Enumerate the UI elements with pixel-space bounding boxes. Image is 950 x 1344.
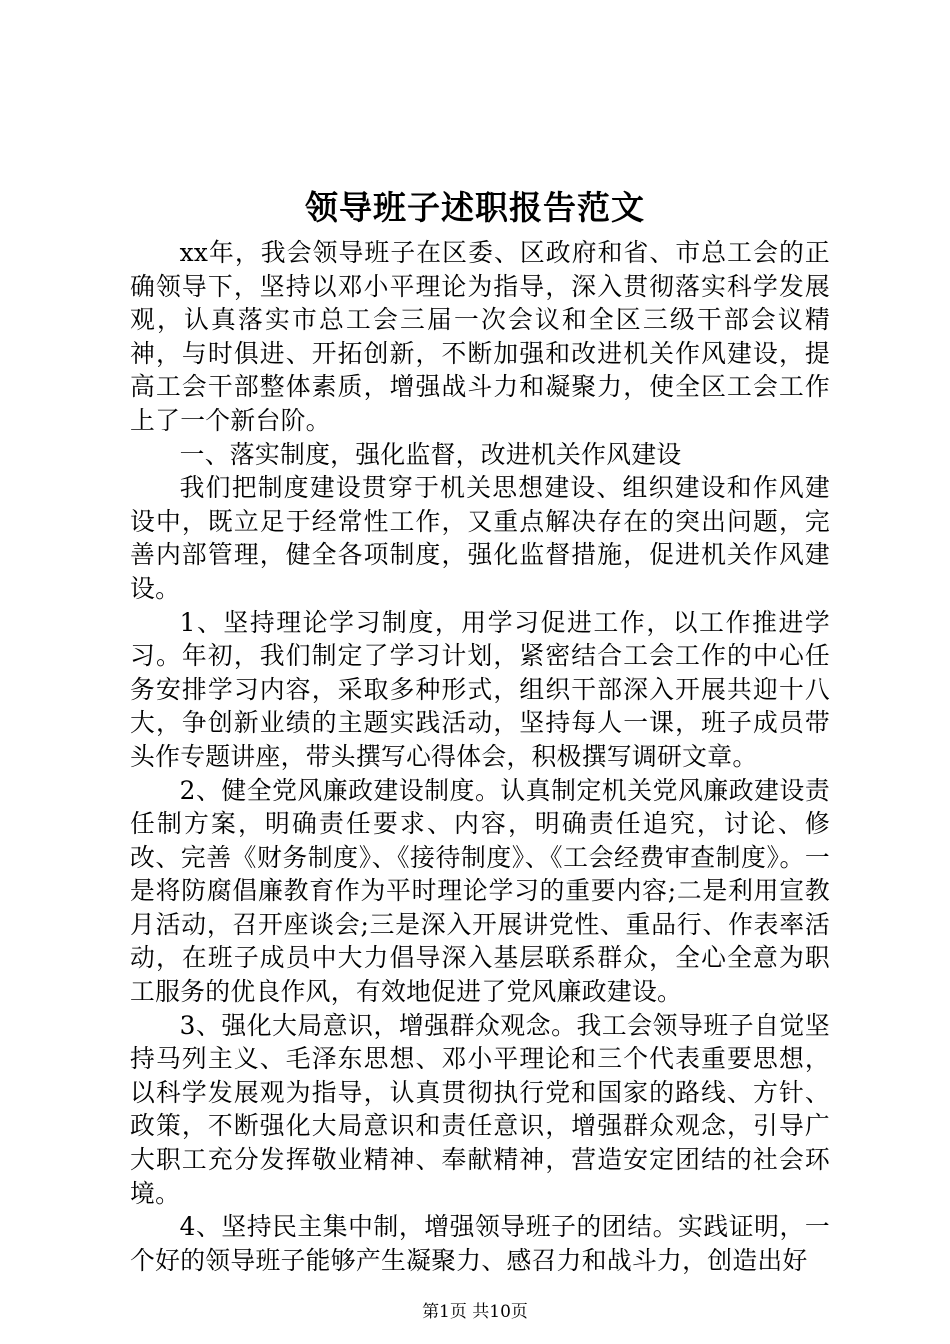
paragraph-item-4: 4、坚持民主集中制，增强领导班子的团结。实践证明，一个好的领导班子能够产生凝聚力、感召力和战斗力，创造出好 xyxy=(130,1212,830,1275)
document-body xyxy=(130,236,830,1277)
paragraph-item-3: 3、强化大局意识，增强群众观念。我工会领导班子自觉坚持马列主义、毛泽东思想、邓小平理论和三个代表重要思想，以科学发展观为指导，认真贯彻执行党和国家的路线、方针、政策，不断强化大局意识和责任意识，增强群众观念，引导广大职工充分发挥敬业精神、奉献精神，营造安定团结的社会环境。 xyxy=(130,1010,830,1208)
paragraph-intro: xx年，我会领导班子在区委、区政府和省、市总工会的正确领导下，坚持以邓小平理论为指导，深入贯彻落实科学发展观，认真落实市总工会三届一次会议和全区三级干部会议精神，与时俱进、开拓创新，不断加强和改进机关作风建设，提高工会干部整体素质，增强战斗力和凝聚力，使全区工会工作上了一个新台阶。 xyxy=(130,238,830,435)
paragraph: 我们把制度建设贯穿于机关思想建设、组织建设和作风建设中，既立足于经常性工作，又重点解决存在的突出问题，完善内部管理，健全各项制度，强化监督措施，促进机关作风建设。 xyxy=(130,473,830,603)
section-heading: 一、落实制度，强化监督，改进机关作风建设 xyxy=(179,439,682,469)
document-title: 领导班子述职报告范文 xyxy=(305,188,645,227)
paragraph-item-2: 2、健全党风廉政建设制度。认真制定机关党风廉政建设责任制方案，明确责任要求、内容，明确责任追究，讨论、修改、完善《财务制度》、《接待制度》、《工会经费审查制度》。一是将防腐倡廉教育作为平时理论学习的重要内容;二是利用宣教月活动，召开座谈会;三是深入开展讲党性、重品行、作表率活动，在班子成员中大力倡导深入基层联系群众，全心全意为职工服务的优良作风，有效地促进了党风廉政建设。 xyxy=(130,775,830,1007)
paragraph-item-1: 1、坚持理论学习制度，用学习促进工作，以工作推进学习。年初，我们制定了学习计划，紧密结合工会工作的中心任务安排学习内容，采取多种形式，组织干部深入开展共迎十八大，争创新业绩的主题实践活动，坚持每人一课，班子成员带头作专题讲座，带头撰写心得体会，积极撰写调研文章。 xyxy=(130,607,830,771)
page-footer: 第1页 共10页 xyxy=(422,1302,528,1322)
